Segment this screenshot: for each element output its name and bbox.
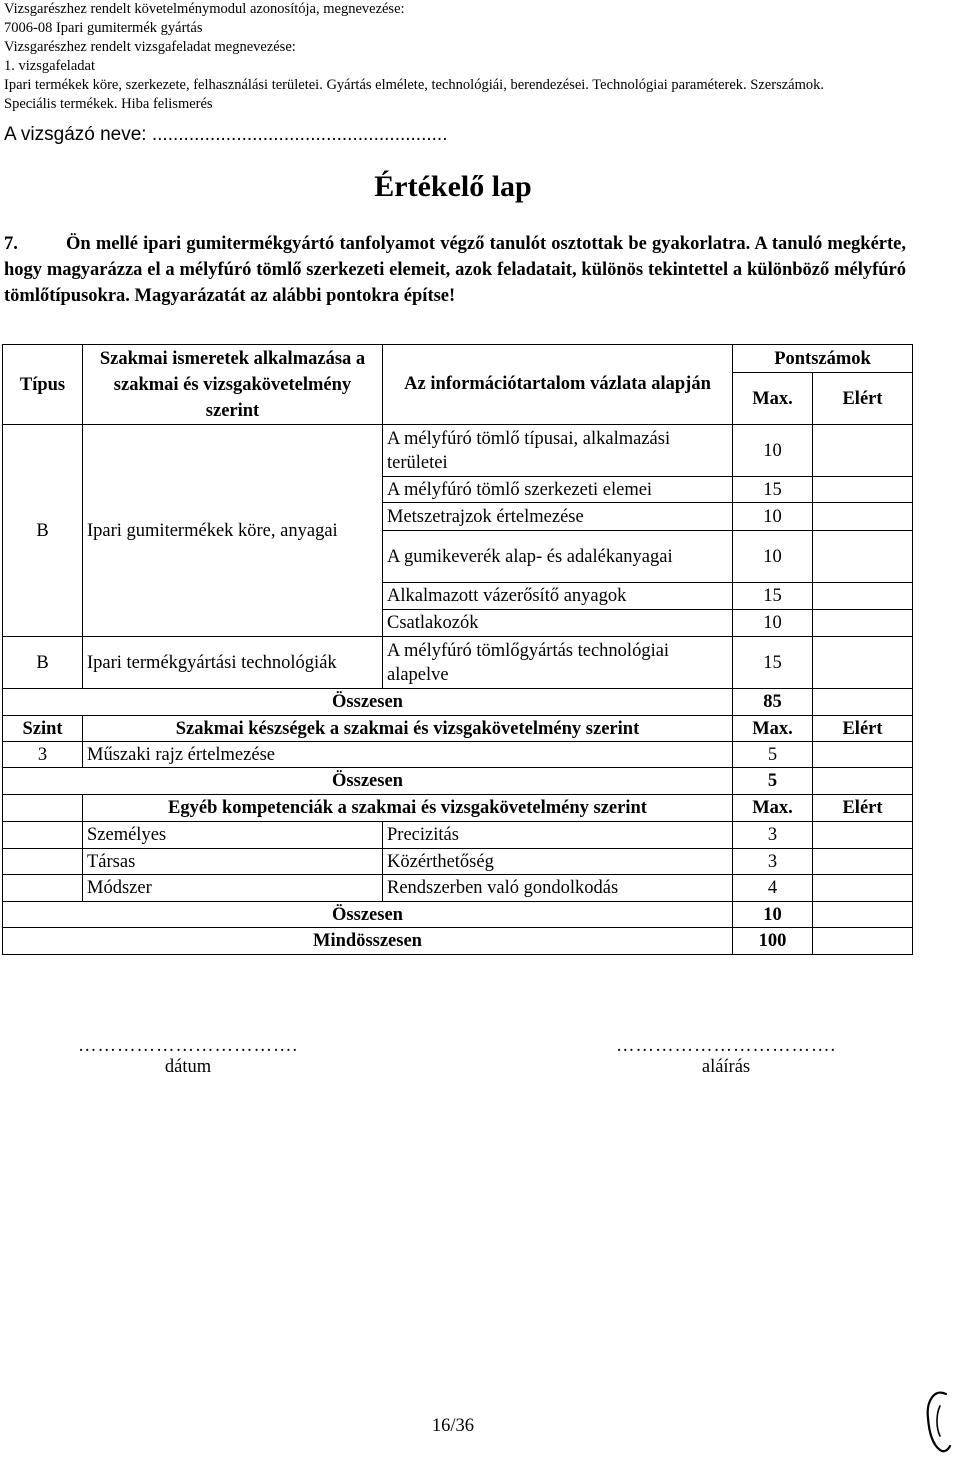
achieved-points: [813, 425, 913, 477]
header-line: 1. vizsgafeladat: [4, 58, 95, 74]
competency-item: Rendszerben való gondolkodás: [383, 875, 733, 902]
achieved-points: [813, 583, 913, 610]
skills-level-header: Szint: [3, 716, 83, 742]
header-achieved: Elért: [813, 795, 913, 822]
date-signature-block: [48, 1036, 328, 1078]
max-points: 15: [733, 477, 813, 503]
competency-kind: Társas: [83, 849, 383, 875]
signature-block: [586, 1036, 866, 1078]
grand-total-max: 100: [733, 928, 813, 955]
max-points: 5: [733, 742, 813, 768]
competency-kind: Személyes: [83, 822, 383, 849]
max-points: 15: [733, 583, 813, 610]
max-points: 10: [733, 425, 813, 477]
max-points: 10: [733, 531, 813, 583]
empty-cell: [3, 875, 83, 902]
subtotal-max: 10: [733, 902, 813, 928]
empty-cell: [3, 822, 83, 849]
type-cell: B: [3, 637, 83, 689]
skill-level: 3: [3, 742, 83, 768]
achieved-points: [813, 531, 913, 583]
outline-item: Csatlakozók: [383, 610, 733, 637]
subtotal-achieved: [813, 768, 913, 795]
knowledge-cell: Ipari termékgyártási technológiák: [83, 637, 383, 689]
competency-kind: Módszer: [83, 875, 383, 902]
competency-item: Közérthetőség: [383, 849, 733, 875]
outline-item: Alkalmazott vázerősítő anyagok: [383, 583, 733, 610]
evaluation-table: [2, 344, 913, 955]
empty-cell: [3, 795, 83, 822]
achieved-points: [813, 875, 913, 902]
outline-item: Metszetrajzok értelmezése: [383, 503, 733, 531]
task-text: Ön mellé ipari gumitermékgyártó tanfolyamot végző tanulót osztottak be gyakorlatra. A tanuló megkérte, hogy magyarázza el a mélyfúró tömlő szerkezeti elemeit, azok feladatait, különös tekintettel a különböző mélyfúró tömlőtípusokra. Magyarázatát az alábbi pontokra építse!: [4, 234, 906, 306]
task-description: [4, 231, 906, 309]
page-number: 16/36: [431, 1416, 475, 1436]
max-points: 3: [733, 822, 813, 849]
max-points: 10: [733, 503, 813, 531]
initials-mark-icon: [920, 1384, 956, 1456]
type-cell: B: [3, 425, 83, 637]
header-line: Vizsgarészhez rendelt vizsgafeladat megnevezése:: [4, 39, 296, 55]
date-label: dátum: [164, 1057, 212, 1077]
page-title: Értékelő lap: [374, 170, 532, 203]
signature-line: …………………………….: [615, 1036, 837, 1056]
knowledge-cell: Ipari gumitermékek köre, anyagai: [83, 425, 383, 637]
header-outline: Az információtartalom vázlata alapján: [383, 345, 733, 425]
header-line: Speciális termékek. Hiba felismerés: [4, 96, 213, 112]
subtotal-label: Összesen: [3, 768, 733, 795]
skill-item: Műszaki rajz értelmezése: [83, 742, 733, 768]
subtotal-max: 5: [733, 768, 813, 795]
header-knowledge: Szakmai ismeretek alkalmazása a szakmai és vizsgakövetelmény szerint: [83, 345, 383, 425]
achieved-points: [813, 610, 913, 637]
header-points: Pontszámok: [733, 345, 913, 373]
header-max: Max.: [733, 795, 813, 822]
header-line: 7006-08 Ipari gumitermék gyártás: [4, 20, 203, 36]
signature-label: aláírás: [701, 1057, 751, 1077]
subtotal-label: Összesen: [3, 689, 733, 716]
task-number: 7.: [4, 234, 18, 254]
outline-item: A mélyfúró tömlő szerkezeti elemei: [383, 477, 733, 503]
max-points: 10: [733, 610, 813, 637]
outline-item: A gumikeverék alap- és adalékanyagai: [383, 531, 733, 583]
max-points: 3: [733, 849, 813, 875]
subtotal-achieved: [813, 902, 913, 928]
other-competencies-heading: Egyéb kompetenciák a szakmai és vizsgakövetelmény szerint: [83, 795, 733, 822]
outline-item: A mélyfúró tömlő típusai, alkalmazási területei: [383, 425, 733, 477]
achieved-points: [813, 477, 913, 503]
achieved-points: [813, 849, 913, 875]
achieved-points: [813, 822, 913, 849]
competency-item: Precizitás: [383, 822, 733, 849]
header-max: Max.: [733, 716, 813, 742]
header-max: Max.: [733, 373, 813, 425]
achieved-points: [813, 637, 913, 689]
max-points: 4: [733, 875, 813, 902]
grand-total-label: Mindösszesen: [3, 928, 733, 955]
header-line: Ipari termékek köre, szerkezete, felhasználási területei. Gyártás elmélete, technológiái, berendezései. Technológiai paraméterek. Szerszámok.: [4, 77, 824, 93]
subtotal-achieved: [813, 689, 913, 716]
skills-heading: Szakmai készségek a szakmai és vizsgakövetelmény szerint: [83, 716, 733, 742]
achieved-points: [813, 742, 913, 768]
subtotal-label: Összesen: [3, 902, 733, 928]
date-line: …………………………….: [77, 1036, 299, 1056]
examinee-name-field: A vizsgázó neve: ........................................................: [4, 124, 448, 145]
header-achieved: Elért: [813, 716, 913, 742]
achieved-points: [813, 503, 913, 531]
document-header: [4, 0, 824, 114]
header-achieved: Elért: [813, 373, 913, 425]
empty-cell: [3, 849, 83, 875]
subtotal-max: 85: [733, 689, 813, 716]
grand-total-achieved: [813, 928, 913, 955]
header-type: Típus: [3, 345, 83, 425]
header-line: Vizsgarészhez rendelt követelménymodul azonosítója, megnevezése:: [4, 1, 405, 17]
outline-item: A mélyfúró tömlőgyártás technológiai alapelve: [383, 637, 733, 689]
max-points: 15: [733, 637, 813, 689]
